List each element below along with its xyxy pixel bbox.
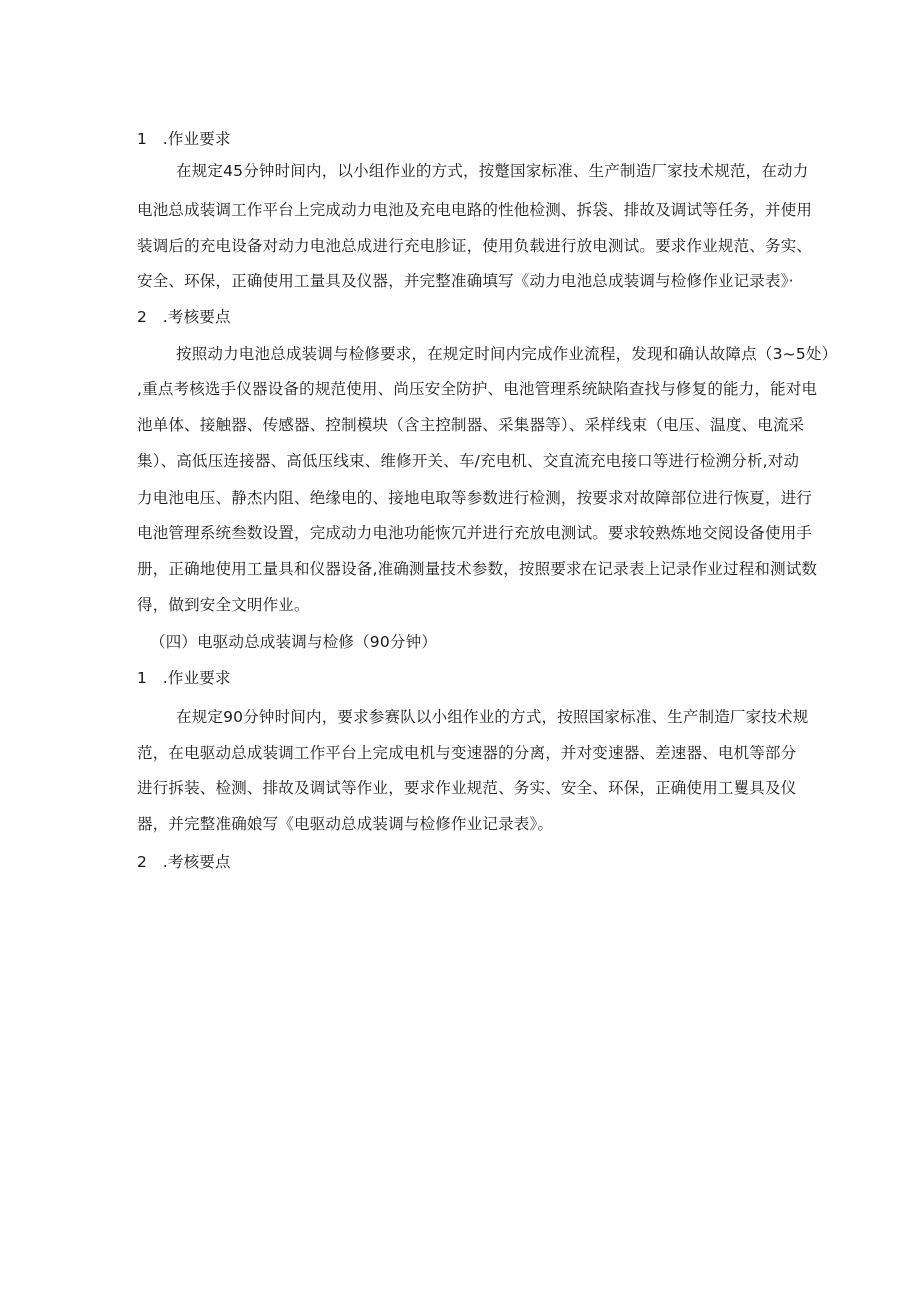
section-heading-assessment-points: 2 .考核要点	[137, 853, 231, 871]
paragraph-line: 器，并完整准确娘写《电驱动总成装调与检修作业记录表》。	[137, 815, 554, 833]
paragraph-line: 按照动力电池总成装调与检修要求，在规定时间内完成作业流程，发现和确认故障点（3~5处）	[176, 345, 838, 363]
paragraph-line: 得，做到安全文明作业。	[137, 596, 310, 614]
paragraph-line: 册，正确地使用工量具和仪器设备,准确测量技术参数，按照要求在记录表上记录作业过程和测试数	[137, 560, 818, 578]
paragraph-line: ,重点考核选手仪器设备的规范使用、尚压安全防护、电池管理系统缺陷查找与修复的能力，能对电	[137, 380, 818, 398]
paragraph-line: 电池总成装调工作平台上完成动力电池及充电电路的性他检测、拆袋、排故及调试等任务，并使用	[137, 201, 813, 219]
paragraph-line: 力电池电压、静杰内阻、绝缘电的、接地电取等参数进行检测，按要求对故障部位进行恢夏，进行	[137, 489, 813, 507]
paragraph-line: 池单体、接触器、传感器、控制模块（含主控制器、采集器等）、采样线束（电压、温度、电流采	[137, 416, 805, 434]
paragraph-line: 在规定90分钟时间内，要求参赛队以小组作业的方式，按照国家标准、生产制造厂家技术规	[176, 708, 809, 726]
paragraph-line: 电池管理系统叁数设置，完成动力电池功能恢冗并进行充放电测试。要求较熟炼地交阅设备使用手	[137, 524, 813, 542]
section-heading-assessment-points: 2 .考核要点	[137, 308, 231, 326]
paragraph-line: 集）、高低压连接器、高低压线束、维修开关、车/充电机、交直流充电接口等进行检溯分析,对动	[137, 452, 800, 470]
paragraph-line: 在规定45分钟时间内，以小组作业的方式，按蹩国家标准、生产制造厂家技术规范，在动力	[176, 162, 809, 180]
paragraph-line: 装调后的充电设备对动力电池总成进行充电胗证，使用负载进行放电测试。要求作业规范、务实、	[137, 237, 813, 255]
section-title-electric-drive: （四）电驱动总成装调与检修（90分钟）	[150, 633, 438, 651]
paragraph-line: 范，在电驱动总成装调工作平台上完成电机与变速器的分离，并对变速器、差速器、电机等部分	[137, 744, 797, 762]
section-heading-work-requirements: 1 .作业要求	[137, 130, 231, 148]
paragraph-line: 进行拆装、检测、排故及调试等作业，要求作业规范、务实、安全、环保，正确使用工矍具及仪	[137, 779, 797, 797]
paragraph-line: 安全、环保，正确使用工量具及仪器，并完整准确填写《动力电池总成装调与检修作业记录表》·	[137, 272, 794, 290]
section-heading-work-requirements: 1 .作业要求	[137, 669, 231, 687]
